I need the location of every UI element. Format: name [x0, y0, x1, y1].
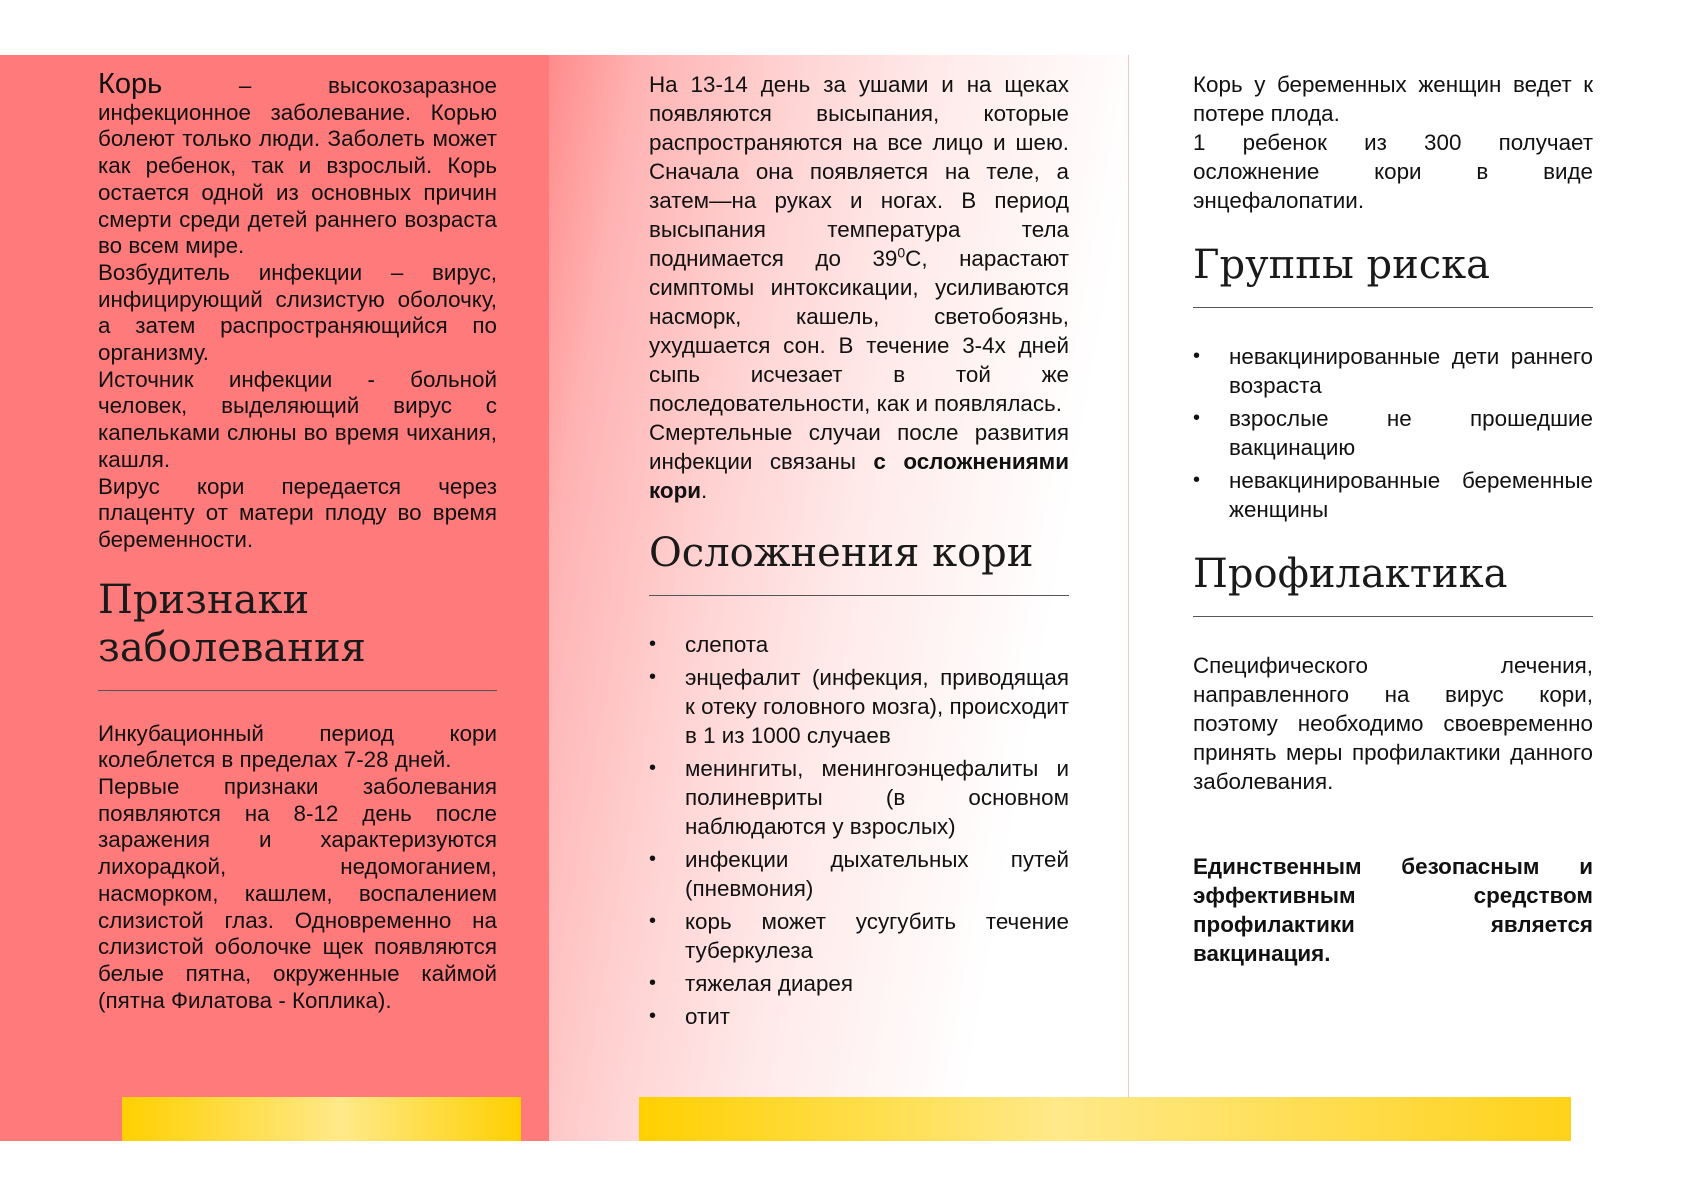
vaccination-paragraph — [1193, 852, 1593, 968]
rash-text-b: С, нарастают симптомы интоксикации, усиливаются насморк, кашель, светобоязнь, ухудшается сон. В течение 3-4х дней сыпь исчезает в той же последовательности, как и появлялась. — [649, 246, 1069, 416]
source-paragraph: Источник инфекции - больной человек, выделяющий вирус с капельками слюны во время чихания, кашля. — [98, 366, 497, 472]
first-signs-paragraph: Первые признаки заболевания появляются на 8-12 день после заражения и характеризуются лихорадкой, недомоганием, насморком, кашлем, воспалением слизистой глаз. Одновременно на слизистой оболочке щек появляются белые пятна, окруженные каймой (пятна Филатова - Коплика). — [98, 774, 497, 1013]
encephalopathy-paragraph: 1 ребенок из 300 получает осложнение кори в виде энцефалопатии. — [1193, 130, 1593, 213]
fatal-text-end: . — [701, 478, 708, 503]
column-left — [98, 68, 497, 1014]
intro-paragraph — [98, 68, 497, 260]
signs-heading-line2: заболевания — [98, 624, 366, 671]
yellow-bar-left — [122, 1097, 521, 1141]
incubation-paragraph: Инкубационный период кори колеблется в пределах 7-28 дней. — [98, 720, 497, 773]
column-right — [1193, 70, 1593, 968]
complication-list-item: • энцефалит (инфекция, приводящая к отеку головного мозга), происходит в 1 из 1000 случаев — [649, 663, 1069, 750]
risk-group-list-item: • невакцинированные дети раннего возраста — [1193, 342, 1593, 400]
rash-paragraph — [649, 70, 1069, 418]
prevention-heading: Профилактика — [1193, 551, 1508, 597]
risk-group-list-item: • взрослые не прошедшие вакцинацию — [1193, 404, 1593, 462]
pathogen-paragraph: Возбудитель инфекции – вирус, инфицирующий слизистую оболочку, а затем распространяющийся по организму. — [98, 259, 497, 366]
complication-list-item: • отит — [649, 1002, 1069, 1031]
complications-list — [649, 630, 1069, 1031]
pregnancy-paragraph: Корь у беременных женщин ведет к потере плода. — [1193, 72, 1593, 126]
rash-text-a: На 13-14 день за ушами и на щеках появляются высыпания, которые распространяются на все лицо и шею. Сначала она появляется на теле, а затем—на руках и ногах. В период высыпания температура тела поднимается до 39 — [649, 72, 1069, 271]
complications-heading: Осложнения кори — [649, 530, 1034, 576]
complication-list-item: • корь может усугубить течение туберкулеза — [649, 907, 1069, 965]
risk-group-list-item: • невакцинированные беременные женщины — [1193, 466, 1593, 524]
complication-list-item: • тяжелая диарея — [649, 969, 1069, 998]
complication-list-item: • слепота — [649, 630, 1069, 659]
complication-list-item: • инфекции дыхательных путей (пневмония) — [649, 845, 1069, 903]
risk-groups-list — [1193, 342, 1593, 524]
intro-lead-word: Корь — [98, 68, 163, 100]
degree-superscript: 0 — [897, 244, 906, 261]
fatal-cases-paragraph — [649, 418, 1069, 505]
intro-text: – высокозаразное инфекционное заболевание. Корью болеют только люди. Заболеть может как ребенок, так и взрослый. Корь остается одной из основных причин смерти среди детей раннего возраста во всем мире. — [98, 73, 497, 259]
column-divider — [1128, 55, 1129, 1141]
risk-groups-heading: Группы риска — [1193, 242, 1491, 288]
column-middle — [649, 70, 1069, 1035]
vaccination-text-bold: Единственным безопасным и эффективным средством профилактики является вакцинация. — [1193, 854, 1593, 966]
fatal-text-bold: с осложнениями кори — [649, 449, 1069, 503]
complication-list-item: • менингиты, менингоэнцефалиты и полиневриты (в основном наблюдаются у взрослых) — [649, 754, 1069, 841]
placenta-paragraph: Вирус кори передается через плаценту от матери плоду во время беременности. — [98, 473, 497, 552]
signs-heading-line1: Признаки — [98, 576, 310, 623]
fatal-text: Смертельные случаи после развития инфекции связаны — [649, 420, 1069, 474]
yellow-bar-right — [639, 1097, 1571, 1141]
prevention-paragraph: Специфического лечения, направленного на вирус кори, поэтому необходимо своевременно принять меры профилактики данного заболевания. — [1193, 653, 1593, 794]
signs-heading — [98, 576, 497, 672]
